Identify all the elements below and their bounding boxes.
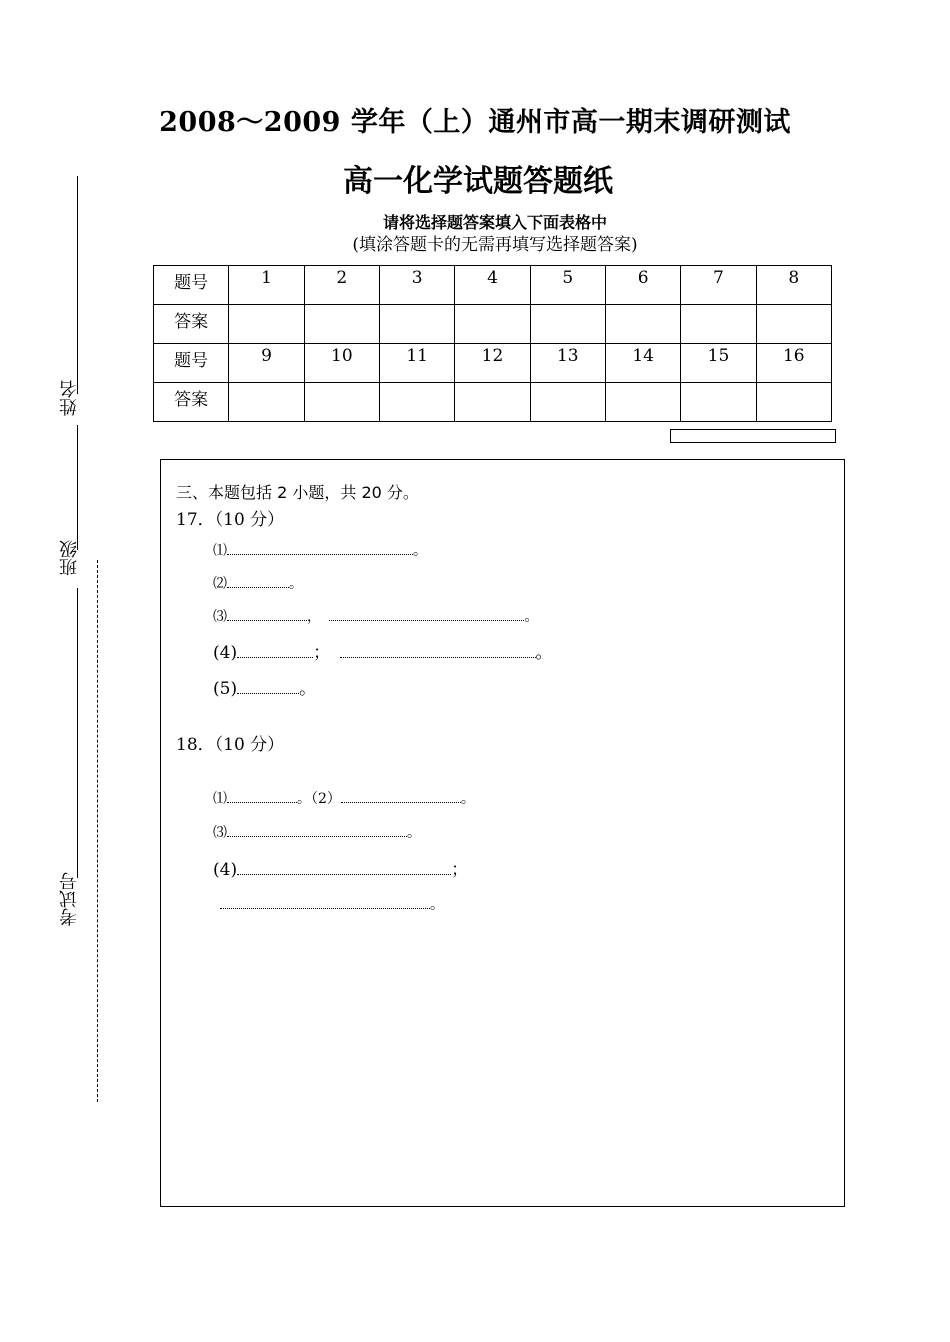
part-marker: ⑵ bbox=[213, 576, 227, 592]
answer-cell[interactable] bbox=[530, 305, 605, 344]
answer-cell[interactable] bbox=[681, 305, 756, 344]
question-number: 10 bbox=[304, 344, 379, 383]
punct: 。 bbox=[413, 543, 427, 559]
q17-part1 bbox=[213, 540, 427, 560]
answer-blank[interactable] bbox=[340, 643, 536, 658]
instruction-note: (填涂答题卡的无需再填写选择题答案) bbox=[352, 235, 638, 255]
row-label-answer: 答案 bbox=[154, 383, 229, 422]
table-tail-box bbox=[670, 429, 836, 443]
table-row bbox=[154, 266, 832, 305]
q18-part4-cont bbox=[220, 894, 444, 914]
answer-cell[interactable] bbox=[530, 383, 605, 422]
answer-cell[interactable] bbox=[756, 383, 831, 422]
answer-cell[interactable] bbox=[379, 383, 454, 422]
exam-title: 2008～2009 学年（上）通州市高一期末调研测试 bbox=[159, 107, 791, 138]
class-label: 班级 bbox=[59, 540, 80, 576]
part-marker: (5) bbox=[213, 679, 238, 699]
punct: 。 bbox=[430, 897, 444, 913]
answer-blank[interactable] bbox=[227, 573, 289, 588]
answer-blank[interactable] bbox=[227, 788, 297, 803]
q18-part4 bbox=[213, 855, 468, 880]
answer-blank[interactable] bbox=[237, 643, 313, 658]
answer-blank[interactable] bbox=[341, 788, 461, 803]
part-marker: ⑶ bbox=[213, 825, 227, 841]
row-label-number: 题号 bbox=[154, 344, 229, 383]
answer-cell[interactable] bbox=[304, 305, 379, 344]
q17-part5 bbox=[213, 674, 316, 699]
answer-cell[interactable] bbox=[455, 383, 530, 422]
row-label-answer: 答案 bbox=[154, 305, 229, 344]
punct: ； bbox=[451, 860, 469, 880]
punct: 。 bbox=[460, 791, 475, 807]
answer-blank[interactable] bbox=[227, 540, 413, 555]
sheet-subtitle: 高一化学试题答题纸 bbox=[343, 164, 613, 199]
question-number: 16 bbox=[756, 344, 831, 383]
punct: 。 bbox=[289, 576, 303, 592]
table-row bbox=[154, 383, 832, 422]
question-number: 14 bbox=[605, 344, 680, 383]
question-number: 9 bbox=[229, 344, 304, 383]
q17-label: 17．（10 分） bbox=[176, 510, 285, 530]
question-number: 7 bbox=[681, 266, 756, 305]
name-label: 姓名 bbox=[59, 380, 80, 416]
question-number: 12 bbox=[455, 344, 530, 383]
part-marker: (4) bbox=[213, 643, 238, 663]
q18-part3 bbox=[213, 822, 421, 842]
answer-blank[interactable] bbox=[237, 860, 451, 875]
class-line bbox=[77, 425, 78, 550]
answer-cell[interactable] bbox=[605, 383, 680, 422]
question-number: 5 bbox=[530, 266, 605, 305]
question-number: 2 bbox=[304, 266, 379, 305]
answer-cell[interactable] bbox=[229, 383, 304, 422]
answer-cell[interactable] bbox=[455, 305, 530, 344]
answer-cell[interactable] bbox=[681, 383, 756, 422]
punct: 。 bbox=[297, 791, 311, 807]
q17-part2 bbox=[213, 573, 303, 593]
punct: 。 bbox=[299, 679, 317, 699]
question-number: 3 bbox=[379, 266, 454, 305]
question-number: 13 bbox=[530, 344, 605, 383]
punct: 。 bbox=[407, 825, 421, 841]
part-marker: (4) bbox=[213, 860, 238, 880]
question-number: 15 bbox=[681, 344, 756, 383]
answer-cell[interactable] bbox=[229, 305, 304, 344]
table-row bbox=[154, 344, 832, 383]
answer-blank[interactable] bbox=[227, 606, 307, 621]
part-marker: （2） bbox=[311, 791, 341, 807]
question-number: 8 bbox=[756, 266, 831, 305]
answer-cell[interactable] bbox=[379, 305, 454, 344]
answer-blank[interactable] bbox=[227, 822, 407, 837]
question-number: 6 bbox=[605, 266, 680, 305]
name-line bbox=[77, 176, 78, 394]
answer-blank[interactable] bbox=[220, 894, 430, 909]
answer-cell[interactable] bbox=[304, 383, 379, 422]
punct: 。 bbox=[535, 643, 553, 663]
punct: ， bbox=[307, 609, 321, 625]
answer-cell[interactable] bbox=[756, 305, 831, 344]
q18-label: 18．（10 分） bbox=[176, 735, 285, 755]
answer-cell[interactable] bbox=[605, 305, 680, 344]
punct: ； bbox=[313, 643, 331, 663]
answer-blank[interactable] bbox=[237, 679, 299, 694]
question-number: 4 bbox=[455, 266, 530, 305]
q17-part3 bbox=[213, 606, 538, 626]
punct: 。 bbox=[524, 609, 539, 625]
answer-table bbox=[153, 265, 832, 422]
answer-blank[interactable] bbox=[329, 606, 524, 621]
row-label-number: 题号 bbox=[154, 266, 229, 305]
q17-part4 bbox=[213, 638, 553, 663]
exam-no-line bbox=[77, 588, 78, 878]
part-marker: ⑴ bbox=[213, 543, 227, 559]
question-number: 11 bbox=[379, 344, 454, 383]
instruction: 请将选择题答案填入下面表格中 bbox=[382, 213, 607, 232]
part-marker: ⑶ bbox=[213, 609, 227, 625]
part-marker: ⑴ bbox=[213, 791, 227, 807]
section3-heading: 三、本题包括 2 小题，共 20 分。 bbox=[176, 483, 419, 502]
table-row bbox=[154, 305, 832, 344]
q18-part1-2 bbox=[213, 788, 475, 808]
question-number: 1 bbox=[229, 266, 304, 305]
exam-no-label: 考试号 bbox=[59, 872, 80, 926]
cut-line bbox=[97, 560, 98, 1102]
